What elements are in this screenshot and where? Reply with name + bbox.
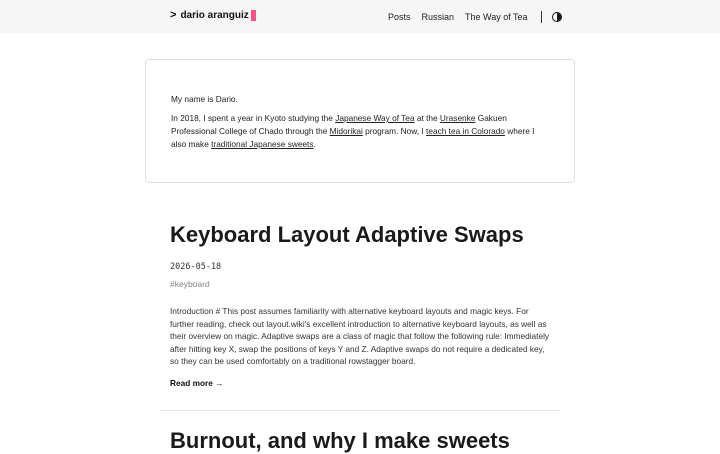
intro-text: . (313, 139, 316, 149)
main-nav (388, 11, 562, 23)
post-date: 2026-05-18 (170, 262, 222, 272)
intro-card (145, 59, 575, 183)
post-excerpt: Introduction # This post assumes familiarity with alternative keyboard layouts and magic keys. For further reading, check out layout.wiki's excellent introduction to alternative keyboard layouts, as well as their overview on magic. Adaptive swaps are a class of magic that follow the following rule: Immediately after hitting key X, swap the positions of keys Y and Z. Adaptive swaps do not require a dedicated key, so they can be used comfortably on a traditional rowstagger board. (170, 306, 550, 366)
theme-toggle-icon[interactable] (552, 12, 562, 22)
cursor-block (251, 10, 256, 21)
site-header (0, 0, 720, 34)
link-japanese-way-of-tea[interactable]: Japanese Way of Tea (335, 113, 415, 123)
link-midorikai[interactable]: Midorikai (329, 126, 363, 136)
link-urasenke[interactable]: Urasenke (439, 113, 476, 123)
post-title-link[interactable]: Keyboard Layout Adaptive Swaps (170, 222, 524, 247)
intro-greeting: My name is Dario. (171, 94, 238, 104)
link-japanese-sweets[interactable]: traditional Japanese sweets (211, 139, 314, 149)
site-name: dario aranguiz (180, 10, 249, 21)
intro-paragraph (171, 112, 550, 151)
nav-posts[interactable]: Posts (388, 12, 411, 22)
intro-text: Gakuen Professional College of Chado through the (171, 113, 507, 136)
nav-divider (541, 11, 542, 23)
intro-text: at the (414, 113, 440, 123)
intro-text: program. Now, I (362, 126, 427, 136)
nav-russian[interactable]: Russian (421, 12, 455, 22)
post-tag-link[interactable]: #keyboard (170, 279, 210, 289)
intro-text: In 2018, I spent a year in Kyoto studying the (171, 113, 336, 123)
next-post-title-link[interactable]: Burnout, and why I make sweets (170, 428, 510, 453)
post-divider (160, 410, 560, 411)
chevron-right-icon: > (170, 9, 177, 21)
nav-way-of-tea[interactable]: The Way of Tea (465, 12, 528, 22)
site-logo-link[interactable] (170, 10, 256, 21)
link-teach-tea[interactable]: teach tea in Colorado (426, 126, 505, 136)
read-more-link[interactable]: Read more → (170, 378, 224, 388)
intro-text: where I also make (171, 126, 535, 149)
